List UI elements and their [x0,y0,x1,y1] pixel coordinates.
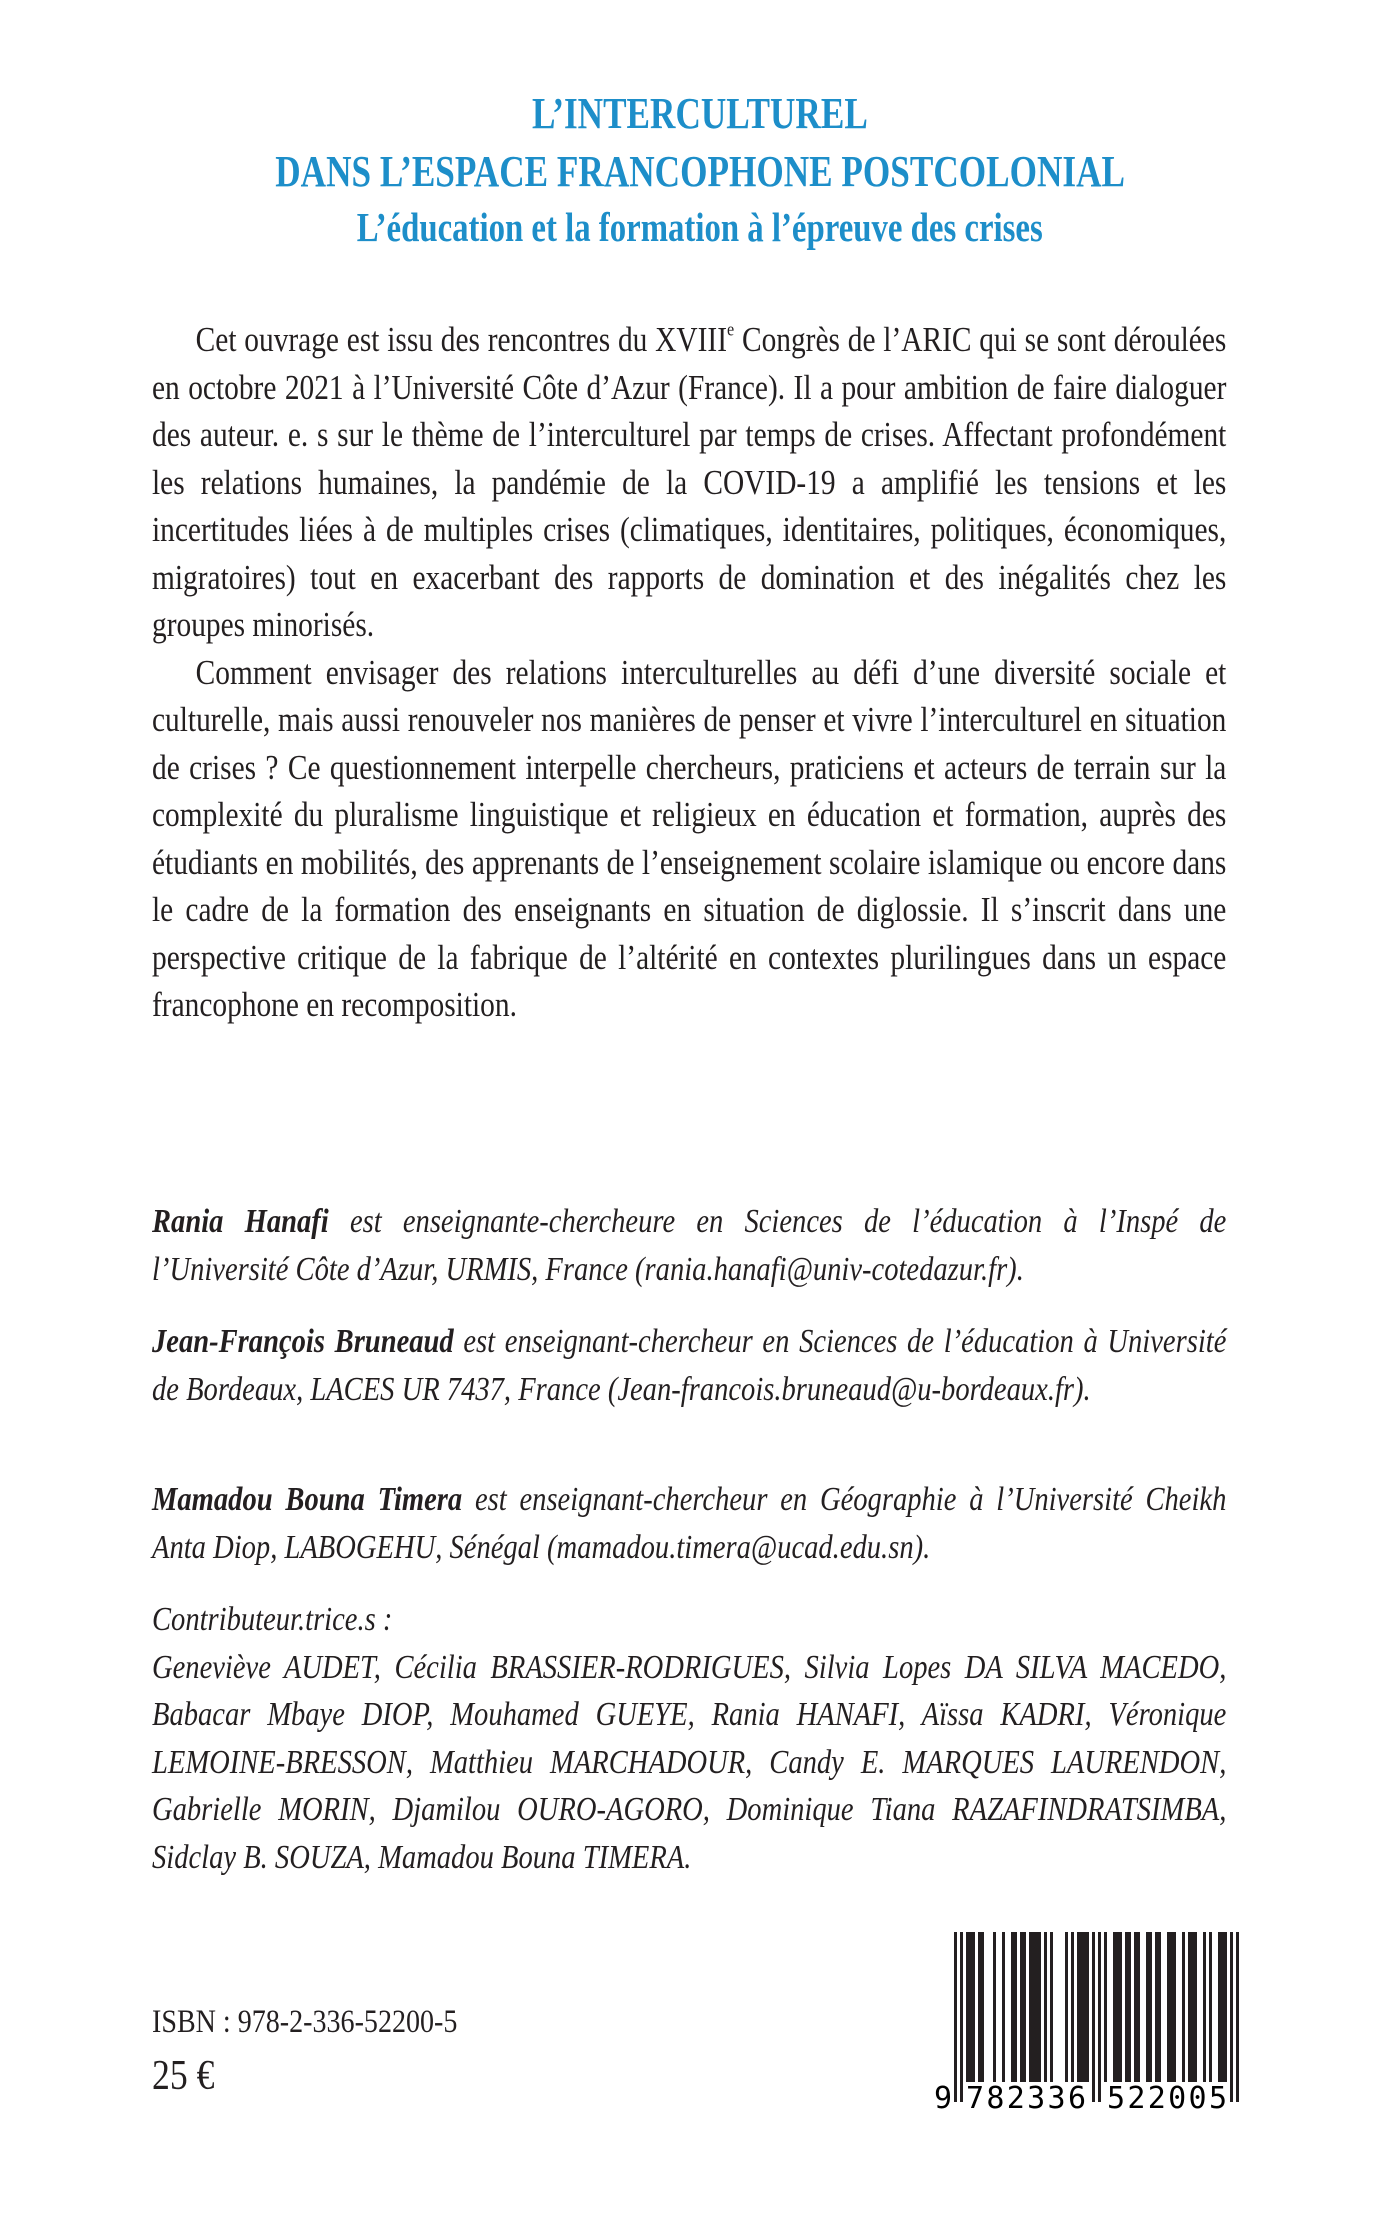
barcode-bar [1104,1932,1107,2082]
barcode-bar [1146,1932,1149,2082]
barcode-bar [1167,1932,1170,2082]
barcode-bar [1083,1932,1086,2082]
barcode-bar [1032,1932,1035,2082]
barcode-bar [1014,1932,1017,2082]
barcode-bar [1230,1932,1233,2102]
barcode-bar [1236,1932,1239,2102]
barcode-digits: 522005 [1107,2081,1227,2116]
isbn: ISBN : 978-2-336-52200-5 [152,2004,458,2040]
author-bio-text: est enseignant-chercheur en Sciences de l’éducation à Université de Bordeaux, LACES UR 7437, France (Jean-francois.bruneaud@u-bordeaux.fr). [152,1323,1227,1408]
barcode-bar [960,1932,963,2102]
author-bio-text: est enseignante-chercheure en Sciences de l’éducation à l’Inspé de l’Université Côte d’Azur, URMIS, France (rania.hanafi@univ-cotedazur.fr). [152,1203,1227,1288]
barcode-bar [1035,1932,1038,2082]
barcode-bar [1092,1932,1095,2102]
barcode-bar [1113,1932,1116,2082]
barcode-bar [1044,1932,1047,2082]
author-name: Rania Hanafi [152,1203,329,1240]
summary-paragraph-1 [152,316,1226,649]
barcode-bar [1077,1932,1080,2082]
barcode-bar [1188,1932,1191,2082]
barcode-bar [1158,1932,1161,2082]
barcode-bar [978,1932,981,2082]
price: 25 € [152,2053,215,2099]
barcode-bar [1194,1932,1197,2082]
barcode-bar [1182,1932,1185,2082]
barcode-bar [969,1932,972,2082]
barcode-bar [1029,1932,1032,2082]
author-bio [152,1198,1226,1293]
barcode-bar [1020,1932,1023,2082]
barcode-bar [1221,1932,1224,2082]
barcode [933,1932,1236,2116]
barcode-bar [1173,1932,1176,2082]
author-bio [152,1476,1226,1571]
barcode-digits: 782336 [966,2081,1086,2116]
barcode-bar [1191,1932,1194,2082]
barcode-bar [993,1932,996,2082]
contributors-list: Geneviève AUDET, Cécilia BRASSIER-RODRIGUES, Silvia Lopes DA SILVA MACEDO, Babacar Mbaye DIOP, Mouhamed GUEYE, Rania HANAFI, Aïssa KADRI, Véronique LEMOINE-BRESSON, Matthieu MARCHADOUR, Candy E. MARQUES LAURENDON, Gabrielle MORIN, Djamilou OURO-AGORO, Dominique Tiana RAZAFINDRATSIMBA, Sidclay B. SOUZA, Mamadou Bouna TIMERA. [152,1648,1227,1876]
barcode-bar [972,1932,975,2082]
summary [152,316,1226,1029]
barcode-bar [1128,1932,1131,2082]
barcode-bar [1125,1932,1128,2082]
contributors [152,1596,1226,1881]
barcode-bar [1137,1932,1140,2082]
book-title-line-2: DANS L’ESPACE FRANCOPHONE POSTCOLONIAL [275,147,1125,196]
barcode-bar [1086,1932,1089,2082]
barcode-bar [1050,1932,1053,2082]
contributors-label: Contributeur.trice.s : [152,1601,393,1638]
author-name: Jean-François Bruneaud [152,1323,454,1360]
author-bio [152,1318,1226,1413]
author-bio-text: est enseignant-chercheur en Géographie à l’Université Cheikh Anta Diop, LABOGEHU, Sénégal (mamadou.timera@ucad.edu.sn). [152,1481,1227,1566]
summary-paragraph-2: Comment envisager des relations interculturelles au défi d’une diversité sociale et culturelle, mais aussi renouveler nos manières de penser et vivre l’interculturel en situation de crises ? Ce questionnement interpelle chercheurs, praticiens et acteurs de terrain sur la complexité du pluralisme linguistique et religieux en éducation et formation, auprès des étudiants en mobilités, des apprenants de l’enseignement scolaire islamique ou encore dans le cadre de la formation des enseignants en situation de diglossie. Il s’inscrit dans une perspective critique de la fabrique de l’altérité en contextes plurilingues dans un espace francophone en recomposition. [152,652,1227,1024]
barcode-bar [954,1932,957,2102]
barcode-bar [1218,1932,1221,2082]
barcode-digits: 9 [933,2081,952,2116]
author-name: Mamadou Bouna Timera [152,1481,463,1518]
barcode-bar [1203,1932,1206,2082]
barcode-bar [1149,1932,1152,2082]
barcode-bar [1098,1932,1101,2102]
barcode-bar [1134,1932,1137,2082]
barcode-bar [1038,1932,1041,2082]
barcode-bar [1209,1932,1212,2082]
barcode-bar [1224,1932,1227,2082]
barcode-bar [1023,1932,1026,2082]
barcode-bar [1011,1932,1014,2082]
barcode-bar [1155,1932,1158,2082]
barcode-bar [1170,1932,1173,2082]
text: Cet ouvrage est issu des rencontres du XVIII [195,320,727,359]
barcode-bar [1065,1932,1068,2082]
barcode-bar [966,1932,969,2082]
barcode-bar [1002,1932,1005,2082]
barcode-bar [1119,1932,1122,2082]
text: Congrès de l’ARIC qui se sont déroulées en octobre 2021 à l’Université Côte d’Azur (France). Il a pour ambition de faire dialoguer des auteur. e. s sur le thème de l’interculturel par temps de crises. Affectant profondément les relations humaines, la pandémie de la COVID-19 a amplifié les tensions et les incertitudes liées à de multiples crises (climatiques, identitaires, politiques, économiques, migratoires) tout en exacerbant des rapports de domination et des inégalités chez les groupes minorisés. [152,320,1227,644]
superscript: e [726,319,735,341]
book-title-line-1: L’INTERCULTUREL [532,89,868,138]
book-subtitle: L’éducation et la formation à l’épreuve des crises [356,204,1043,250]
barcode-bar [1071,1932,1074,2082]
barcode-bar [1080,1932,1083,2082]
barcode-bar [981,1932,984,2082]
barcode-bar [1116,1932,1119,2082]
